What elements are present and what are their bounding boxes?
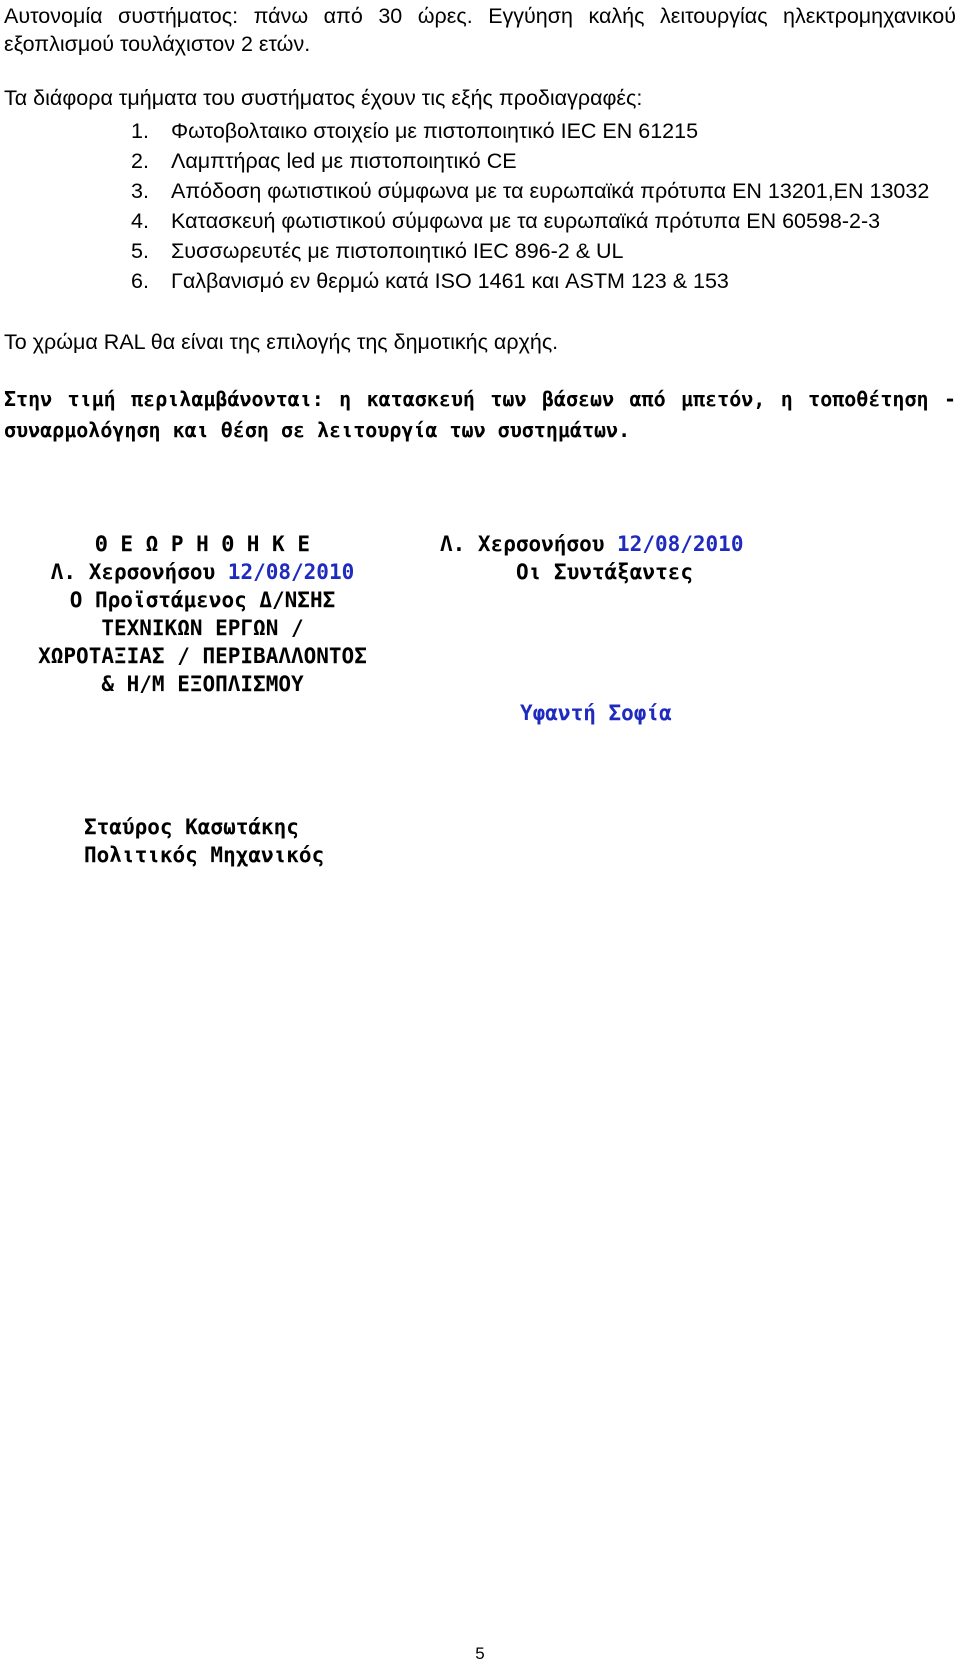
- page-number: 5: [475, 1644, 485, 1663]
- price-note: Στην τιμή περιλαμβάνονται: η κατασκευή των βάσεων από μπετόν, η τοποθέτηση - συναρμολόγηση και θέση σε λειτουργία των συστημάτων.: [4, 387, 956, 442]
- list-item-number: 3.: [131, 179, 149, 203]
- list-item-text: Απόδοση φωτιστικού σύμφωνα με τα ευρωπαϊκά πρότυπα EN 13201,EN 13032: [171, 179, 930, 203]
- specs-heading: Τα διάφορα τμήματα του συστήματος έχουν τις εξής προδιαγραφές:: [4, 86, 643, 110]
- list-item-text: Φωτοβολταικο στοιχείο με πιστοποιητικό IEC EN 61215: [171, 119, 699, 143]
- list-item-text: Λαμπτήρας led με πιστοποιητικό CE: [171, 149, 517, 173]
- authors-heading: Οι Συντάξαντες: [516, 560, 694, 584]
- list-item-number: 4.: [131, 209, 149, 233]
- list-item-text: Γαλβανισμό εν θερμώ κατά ISO 1461 και ASTM 123 & 153: [171, 269, 729, 293]
- approval-signer-title: Πολιτικός Μηχανικός: [84, 843, 325, 867]
- approval-place: Λ. Χερσονήσου: [50, 560, 216, 584]
- authors-place-date: [440, 530, 743, 558]
- approval-role-line-3: ΧΩΡΟΤΑΞΙΑΣ / ΠΕΡΙΒΑΛΛΟΝΤΟΣ: [38, 644, 367, 668]
- list-item-text: Κατασκευή φωτιστικού σύμφωνα με τα ευρωπαϊκά πρότυπα EN 60598-2-3: [171, 209, 881, 233]
- approval-signer-name: Σταύρος Κασωτάκης: [84, 815, 299, 839]
- approval-place-date: [0, 558, 405, 586]
- autonomy-paragraph: Αυτονομία συστήματος: πάνω από 30 ώρες. Εγγύηση καλής λειτουργίας ηλεκτρομηχανικού εξοπλισμού τουλάχιστον 2 ετών.: [4, 4, 956, 56]
- list-item-number: 1.: [131, 119, 149, 143]
- list-item-number: 2.: [131, 149, 149, 173]
- approval-role-line-1: Ο Προϊστάμενος Δ/ΝΣΗΣ: [69, 588, 336, 612]
- approval-role-line-4: & Η/Μ ΕΞΟΠΛΙΣΜΟΥ: [101, 672, 304, 696]
- authors-signer-name: Υφαντή Σοφία: [520, 701, 672, 725]
- authors-date: 12/08/2010: [617, 532, 744, 556]
- list-item-number: 6.: [131, 269, 149, 293]
- ral-note: Το χρώμα RAL θα είναι της επιλογής της δημοτικής αρχής.: [4, 330, 559, 354]
- approval-role-line-2: ΤΕΧΝΙΚΩΝ ΕΡΓΩΝ /: [101, 616, 304, 640]
- list-item-text: Συσσωρευτές με πιστοποιητικό IEC 896-2 & UL: [171, 239, 624, 263]
- authors-place: Λ. Χερσονήσου: [440, 532, 605, 556]
- list-item-number: 5.: [131, 239, 149, 263]
- approval-date: 12/08/2010: [227, 560, 355, 584]
- approval-heading: Θ Ε Ω Ρ Η Θ Η Κ Ε: [95, 532, 310, 556]
